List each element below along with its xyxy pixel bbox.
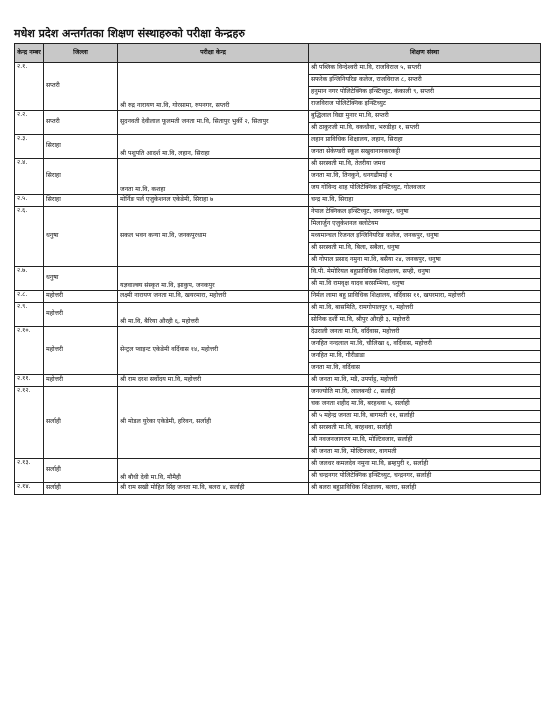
institution: सफरेक इन्जिनियरिङ कलेज, राजविराज ८, सप्तरी <box>309 75 541 87</box>
table-row <box>15 135 541 147</box>
table-row <box>15 267 541 279</box>
table-row <box>15 159 541 171</box>
table-row <box>15 327 541 339</box>
institution: बुद्धिलाल विद्या मुनार मा.वि, सप्तरी <box>309 111 541 123</box>
institution: मध्यमान्चल रिजनल इन्जिनियरिङ कलेज, जनकपुर, धनुषा <box>309 231 541 243</box>
table-row <box>15 459 541 471</box>
institution: श्री जलधर कमलदेव नमुना मा.वि, ब्रम्हपुरी १, सर्लाही <box>309 459 541 471</box>
institution: हनुमान नगर पोलिटेक्निक इन्स्टिच्युट, कंकाली ९, सप्तरी <box>309 87 541 99</box>
exam-center: श्री रुद्र नारायण मा.वि, गोरसामा, रुपनगर, सप्तरी <box>118 63 309 111</box>
district: धनुषा <box>44 207 118 267</box>
exam-center: सेन्ट्रल प्वाइन्ट एकेडेमी वर्दिवास १४, महोत्तरी <box>118 327 309 375</box>
institution: श्री नवजनजागरण मा.वि, मोल्टिवजार, सर्लाही <box>309 435 541 447</box>
exam-center: श्री मा.वि, बैरिया औरही ६, महोत्तरी <box>118 303 309 327</box>
document-title: मधेश प्रदेश अन्तर्गतका शिक्षण संस्थाहरुको परीक्षा केन्द्रहरु <box>14 27 245 40</box>
institution: जनहित मा.वि, गौरीडाडा <box>309 351 541 363</box>
institution: निर्मल लामा बहु प्राविधिक शिक्षालय, वर्दिवास ११, खयरमारा, महोत्तरी <box>309 291 541 303</box>
district: धनुषा <box>44 267 118 291</box>
table-row <box>15 303 541 315</box>
center-number: २.१३. <box>15 459 44 483</box>
institution: मिलार्जुन एजुकेशनल क्लोटेयम <box>309 219 541 231</box>
table-header <box>15 44 541 63</box>
center-number: २.१. <box>15 63 44 111</box>
exam-center: श्री मोडल युरेका एकेडेमी, हरिवन, सर्लाही <box>118 387 309 459</box>
table-row <box>15 291 541 303</box>
center-number: २.८. <box>15 291 44 303</box>
center-number: २.११. <box>15 375 44 387</box>
header-row <box>15 44 541 63</box>
institution: श्री गोपाल प्रसाद नमुना मा.वि, बसैया २४, जनकपुर, धनुषा <box>309 255 541 267</box>
institution: श्री मा.वि रामवृक्ष यादव बरसम्भिया, धनुषा <box>309 279 541 291</box>
table-body <box>15 63 541 495</box>
exam-center: मोर्निङ पर्ल एजुकेशनल एकेडेमी, सिराहा ७ <box>118 195 309 207</box>
table-row <box>15 375 541 387</box>
institution: श्री पब्लिक विन्देश्वरी मा.वि, राजविराज ५, सप्तरी <box>309 63 541 75</box>
center-number: २.१०. <box>15 327 44 375</box>
district: सप्तरी <box>44 111 118 135</box>
exam-center: श्री बौधी देवी मा.वि, मौमैही <box>118 459 309 483</box>
table-row <box>15 63 541 75</box>
district: महोत्तरी <box>44 375 118 387</box>
institution: जनता मा.वि, तिनकुने, धनगढीमाई १ <box>309 171 541 183</box>
header-district: जिल्ला <box>44 44 118 63</box>
center-number: २.७. <box>15 267 44 291</box>
exam-centers-table <box>14 43 541 495</box>
institution: श्री मा.वि, बासमिति, रामगोपालपुर ९, महोत्तरी <box>309 303 541 315</box>
district: महोत्तरी <box>44 303 118 327</box>
center-number: २.१२. <box>15 387 44 459</box>
institution: जनहित नन्दलाल मा.वि, चौलिखा ६, वर्दिवास, महोत्तरी <box>309 339 541 351</box>
center-number: २.४. <box>15 159 44 195</box>
district: सिराहा <box>44 195 118 207</box>
institution: श्री ठाकुरजी मा.वि, वकधौवा, भरुडीहा १, सप्तरी <box>309 123 541 135</box>
district: महोत्तरी <box>44 291 118 303</box>
institution: सोनिक दर्शी मा.वि, श्रीपुर औरही ३, महोत्तरी <box>309 315 541 327</box>
district: सिराहा <box>44 159 118 195</box>
institution: चक जनता शहीद मा.वि, बरहथवा ५, सर्लाही <box>309 399 541 411</box>
exam-center: श्री राम दरश सर्वोदय मा.वि, महोत्तरी <box>118 375 309 387</box>
institution: जय गोविन्द शाह पोलिटेक्निक इन्स्टिच्युट, गोलवजार <box>309 183 541 195</box>
table-row <box>15 207 541 219</box>
institution: श्री सरस्वती मा.वि, तेतरीया जमध <box>309 159 541 171</box>
header-institution: शिक्षण संस्था <box>309 44 541 63</box>
institution: राजविराज पोलिटेक्निक इन्स्टिच्युट <box>309 99 541 111</box>
district: महोत्तरी <box>44 327 118 375</box>
district: सिराहा <box>44 135 118 159</box>
district: सर्लाही <box>44 459 118 483</box>
exam-center: सकल भवन कन्या मा.वि, जनकपुरधाम <box>118 207 309 267</box>
district: सप्तरी <box>44 63 118 111</box>
institution: श्री सरस्वती मा.वि, बरहथवा, सर्लाही <box>309 423 541 435</box>
exam-center: श्री राम सखी मोहित सिंह जनता मा.वि, बलरा ४, सर्लाही <box>118 483 309 495</box>
center-number: २.५. <box>15 195 44 207</box>
center-number: २.३. <box>15 135 44 159</box>
exam-center: लक्ष्मी नारायण जनता मा.वि, खयरमारा, महोत्तरी <box>118 291 309 303</box>
institution: जनता मा.वि, वर्दिवास <box>309 363 541 375</box>
district: सर्लाही <box>44 387 118 459</box>
center-number: २.९. <box>15 303 44 327</box>
header-exam-center: परीक्षा केन्द्र <box>118 44 309 63</box>
exam-center: सुदनवती देवीलाल फूलमती जनता मा.वि, सितापुर भुर्की २, सितापुर <box>118 111 309 135</box>
institution: जनज्योति मा.वि, लालबन्दी ८, सर्लाही <box>309 387 541 399</box>
institution: श्री चन्द्रनगर पोलिटेक्निक इन्स्टिच्युट, चन्द्रनगर, सर्लाही <box>309 471 541 483</box>
table-row <box>15 387 541 399</box>
header-center-number: केन्द्र नम्बर <box>15 44 44 63</box>
institution: श्री ५ महेन्द्र जनता मा.वि, बागमती ११, सर्लाही <box>309 411 541 423</box>
institution: श्री जनता मा.वि, मडै, उपर्पाट्ट, महोत्तरी <box>309 375 541 387</box>
exam-center: यज्ञवाल्क्य संस्कृत मा.वि, झाकुप, जनकपुर <box>118 267 309 291</box>
center-number: २.६. <box>15 207 44 267</box>
center-number: २.२. <box>15 111 44 135</box>
institution: चन्द्र मा.वि, सिराहा <box>309 195 541 207</box>
institution: वि.पी. मेमोरियल बहुप्राविधिक शिक्षालय, सप्ही, धनुषा <box>309 267 541 279</box>
center-number: २.१४. <box>15 483 44 495</box>
institution: श्री सरस्वती मा.वि, बिला, सबैला, धनुषा <box>309 243 541 255</box>
institution: जनता सेकेण्डरी स्कूल सखुवानानकरकट्टी <box>309 147 541 159</box>
table-row <box>15 111 541 123</box>
district: सर्लाही <box>44 483 118 495</box>
institution: श्री बलरा बहुप्राविधिक शिक्षालय, बलरा, सर्लाही <box>309 483 541 495</box>
table-row <box>15 195 541 207</box>
institution: नेपाल टेक्निकल इन्स्टिच्युट, जनकपुर, धनुषा <box>309 207 541 219</box>
exam-center: श्री पशुपति आदर्श मा.वि, लहान, सिराहा <box>118 135 309 159</box>
institution: श्री जनता मा.वि, मोल्टिवजार, वागमती <box>309 447 541 459</box>
exam-center: जनता मा.वि, कशहा <box>118 159 309 195</box>
institution: देउराली जनता मा.वि, वर्दिवास, महोत्तरी <box>309 327 541 339</box>
table-row <box>15 483 541 495</box>
institution: लहान प्राविधिक शिक्षालय, लहान, सिराहा <box>309 135 541 147</box>
